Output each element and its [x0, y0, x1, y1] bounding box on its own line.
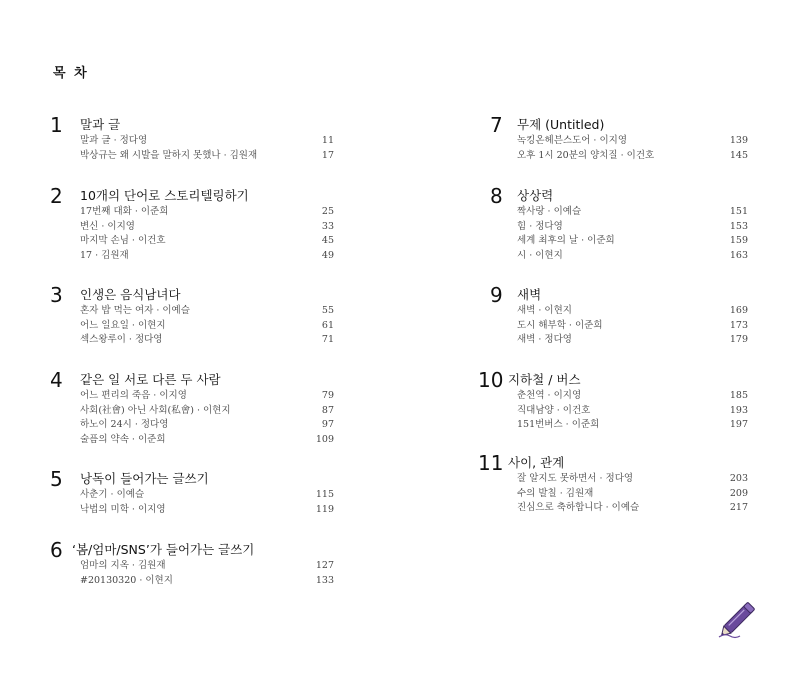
- toc-entry[interactable]: [80, 249, 334, 264]
- entry-title: 사춘기 · 이예슬: [80, 489, 145, 500]
- entry-page: 163: [729, 249, 748, 261]
- toc-entry[interactable]: [517, 487, 748, 502]
- chapter-5: [50, 468, 334, 517]
- chapter-number: 4: [50, 368, 63, 392]
- chapter-9: [478, 284, 748, 348]
- entry-title: 술픔의 약속 · 이준희: [80, 433, 166, 445]
- entry-page: 145: [729, 149, 748, 161]
- entry-title: 시 · 이현지: [517, 249, 563, 261]
- chapter-title: 말과 글: [80, 117, 121, 132]
- entry-title: 힘 · 정다영: [517, 220, 563, 232]
- entry-page: 55: [321, 305, 334, 316]
- chapter-7: [478, 114, 748, 163]
- entry-title: 17번째 대화 · 이준희: [80, 206, 169, 217]
- entry-title: #20130320 · 이현지: [80, 574, 173, 586]
- entry-title: 변신 · 이지영: [80, 220, 135, 232]
- toc-entry[interactable]: [517, 149, 748, 164]
- entry-title: 진심으로 축하합니다 · 이예슬: [517, 502, 640, 513]
- entry-title: 17 · 김원재: [80, 249, 129, 261]
- toc-heading: 목 차: [53, 66, 89, 81]
- entry-title: 수의 발칠 · 김원재: [517, 487, 594, 499]
- entry-title: 섹스왕루이 · 정다영: [80, 334, 163, 345]
- entry-title: 잘 알지도 못하면서 · 정다영: [517, 473, 634, 484]
- entry-title: 녹킹온헤븐스도어 · 이지영: [517, 135, 628, 146]
- entry-title: 새벽 · 이현지: [517, 305, 572, 316]
- entry-title: 151번버스 · 이준희: [517, 419, 600, 430]
- chapter-title: 인생은 음식남녀다: [80, 287, 181, 302]
- entry-page: 127: [315, 560, 334, 571]
- entry-title: 도시 해부학 · 이준희: [517, 319, 603, 331]
- entry-page: 11: [321, 135, 334, 146]
- entry-page: 185: [729, 390, 748, 401]
- toc-entry[interactable]: [80, 234, 334, 249]
- entry-title: 직대남양 · 이건호: [517, 404, 591, 416]
- entry-page: 97: [321, 419, 334, 430]
- entry-title: 춘천역 · 이지영: [517, 390, 582, 401]
- entry-title: 어느 편리의 죽음 · 이지영: [80, 390, 187, 401]
- chapter-title: 지하철 / 버스: [508, 372, 581, 387]
- toc-entry[interactable]: [517, 220, 748, 235]
- chapter-title: 상상력: [517, 188, 554, 203]
- entry-page: 17: [321, 149, 334, 161]
- toc-entry[interactable]: [80, 503, 334, 518]
- entry-page: 109: [315, 433, 334, 445]
- entry-title: 낙법의 미학 · 이지영: [80, 503, 166, 515]
- chapter-title: 10개의 단어로 스토리텔링하기: [80, 188, 249, 203]
- entry-title: 마지막 손님 · 이건호: [80, 235, 166, 246]
- chapter-2: [50, 185, 334, 263]
- chapter-title: 같은 일 서로 다른 두 사람: [80, 372, 221, 387]
- chapter-8: [478, 185, 748, 263]
- chapter-number: 5: [50, 467, 63, 491]
- chapter-3: [50, 284, 334, 348]
- toc-entry[interactable]: [517, 333, 748, 348]
- entry-title: 하노이 24시 · 정다영: [80, 419, 169, 430]
- chapter-number: 1: [50, 113, 63, 137]
- toc-entry[interactable]: [80, 149, 334, 164]
- chapter-title: 새벽: [517, 287, 542, 302]
- entry-page: 115: [315, 489, 334, 500]
- entry-page: 71: [321, 334, 334, 345]
- pen-icon: [716, 592, 764, 642]
- chapter-4: [50, 369, 334, 447]
- chapter-title: 무제 (Untitled): [517, 117, 605, 132]
- toc-entry[interactable]: [517, 418, 748, 433]
- entry-page: 193: [729, 404, 748, 416]
- toc-entry[interactable]: [80, 404, 334, 419]
- chapter-number: 7: [490, 113, 503, 137]
- chapter-number: 10: [478, 368, 504, 392]
- chapter-number: 2: [50, 184, 63, 208]
- toc-entry[interactable]: [517, 234, 748, 249]
- chapter-number: 3: [50, 283, 63, 307]
- chapter-number: 11: [478, 451, 504, 475]
- toc-entry[interactable]: [80, 574, 334, 589]
- entry-page: 119: [315, 503, 334, 515]
- entry-title: 어느 일요일 · 이현지: [80, 319, 166, 331]
- toc-entry[interactable]: [80, 220, 334, 235]
- entry-page: 87: [321, 404, 334, 416]
- entry-page: 203: [729, 473, 748, 484]
- entry-page: 173: [729, 319, 748, 331]
- chapter-number: 6: [50, 538, 63, 562]
- entry-page: 139: [729, 135, 748, 146]
- entry-title: 세계 최후의 날 · 이준희: [517, 235, 615, 246]
- entry-page: 159: [729, 235, 748, 246]
- entry-title: 박상규는 왜 시발을 말하지 못했나 · 김원재: [80, 149, 258, 161]
- toc-entry[interactable]: [517, 501, 748, 516]
- chapter-6: [50, 539, 334, 588]
- entry-page: 133: [315, 574, 334, 586]
- entry-title: 엄마의 지옥 · 김원재: [80, 560, 166, 571]
- toc-entry[interactable]: [80, 418, 334, 433]
- entry-title: 사회(社會) 아닌 사회(私會) · 이현지: [80, 404, 231, 416]
- toc-entry[interactable]: [80, 333, 334, 348]
- chapter-10: [478, 369, 748, 433]
- entry-title: 혼자 밥 먹는 여자 · 이예슬: [80, 305, 190, 316]
- entry-page: 217: [729, 502, 748, 513]
- chapter-title: 사이, 관계: [508, 455, 565, 470]
- entry-page: 33: [321, 220, 334, 232]
- entry-page: 79: [321, 390, 334, 401]
- toc-entry[interactable]: [517, 249, 748, 264]
- chapter-11: [478, 452, 748, 516]
- entry-page: 197: [729, 419, 748, 430]
- chapter-number: 9: [490, 283, 503, 307]
- entry-page: 153: [729, 220, 748, 232]
- entry-page: 169: [729, 305, 748, 316]
- entry-title: 말과 글 · 정다영: [80, 135, 148, 146]
- toc-entry[interactable]: [80, 433, 334, 448]
- toc-entry[interactable]: [80, 319, 334, 334]
- entry-page: 45: [321, 235, 334, 246]
- entry-title: 새벽 · 정다영: [517, 334, 572, 345]
- chapter-1: [50, 114, 334, 163]
- entry-title: 짝사랑 · 이예슬: [517, 206, 582, 217]
- toc-entry[interactable]: [517, 404, 748, 419]
- entry-page: 179: [729, 334, 748, 345]
- entry-page: 25: [321, 206, 334, 217]
- entry-page: 209: [729, 487, 748, 499]
- entry-page: 49: [321, 249, 334, 261]
- toc-entry[interactable]: [517, 319, 748, 334]
- chapter-number: 8: [490, 184, 503, 208]
- entry-title: 오후 1시 20분의 양치질 · 이건호: [517, 149, 655, 161]
- entry-page: 61: [321, 319, 334, 331]
- chapter-title: 낭독이 들어가는 글쓰기: [80, 471, 209, 486]
- entry-page: 151: [729, 206, 748, 217]
- chapter-title: ‘봄/엄마/SNS’가 들어가는 글쓰기: [72, 542, 255, 557]
